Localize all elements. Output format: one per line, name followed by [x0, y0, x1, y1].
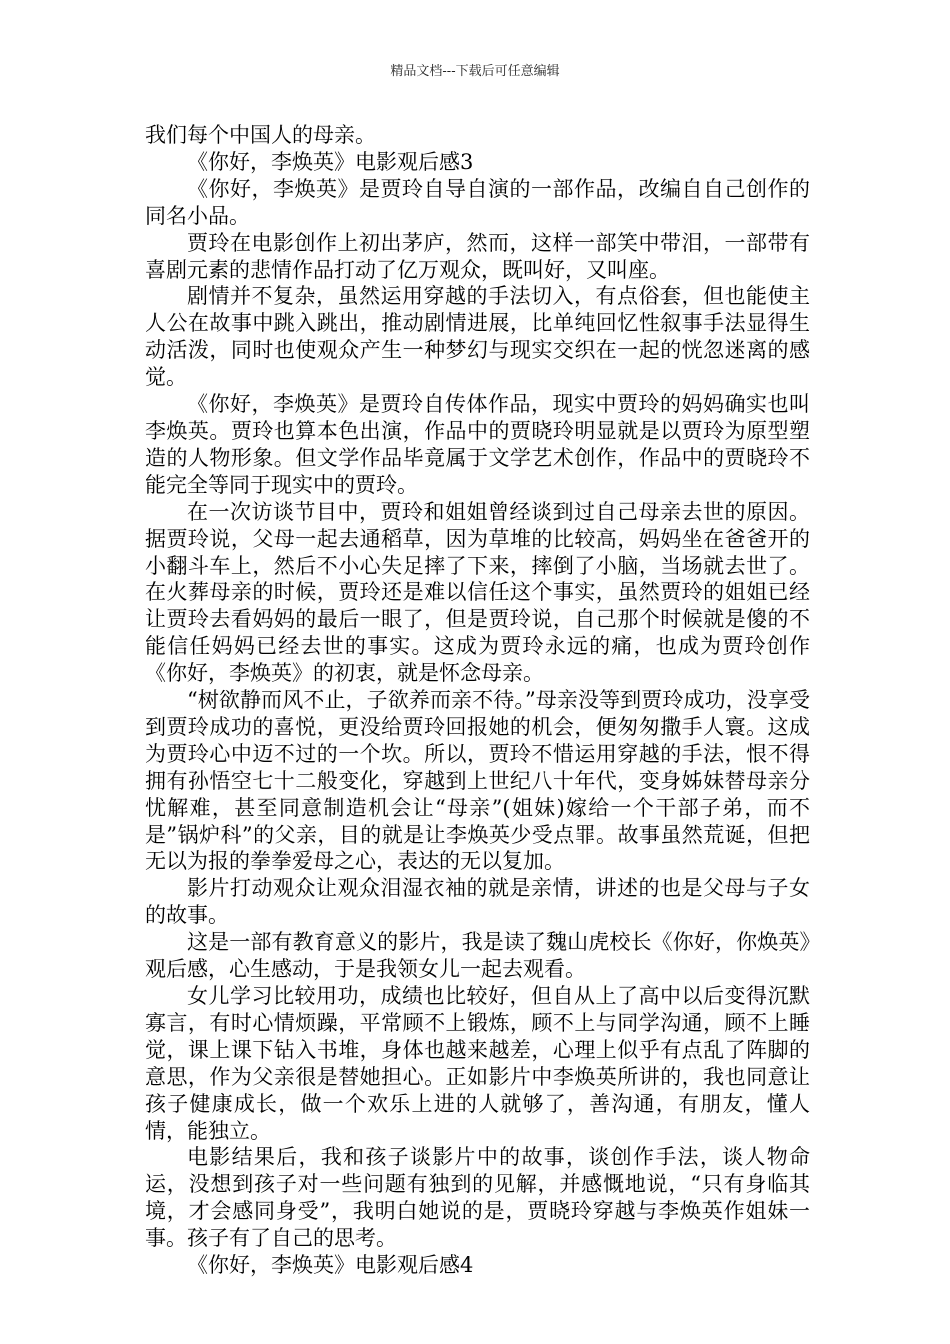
section-heading: 《你好，李焕英》电影观后感4 [187, 1253, 474, 1278]
paragraph: 电影结果后，我和孩子谈影片中的故事，谈创作手法，谈人物命运，没想到孩子对一些问题有独到的见解，并感慨地说，“只有身临其境，才会感同身受”，我明白她说的是，贾晓玲穿越与李焕英作姐妹一事。孩子有了自己的思考。 [145, 1145, 810, 1251]
paragraph: 《你好，李焕英》是贾玲自传体作品，现实中贾玲的妈妈确实也叫李焕英。贾玲也算本色出演，作品中的贾晓玲明显就是以贾玲为原型塑造的人物形象。但文学作品毕竟属于文学艺术创作，作品中的贾晓玲不能完全等同于现实中的贾玲。 [145, 392, 810, 497]
paragraph: 影片打动观众让观众泪湿衣袖的就是亲情，讲述的也是父母与子女的故事。 [145, 876, 810, 928]
paragraph: 《你好，李焕英》是贾玲自导自演的一部作品，改编自自己创作的同名小品。 [145, 176, 810, 228]
paragraph: 我们每个中国人的母亲。 [145, 123, 376, 147]
paragraph: 贾玲在电影创作上初出茅庐，然而，这样一部笑中带泪，一部带有喜剧元素的悲情作品打动了亿万观众，既叫好，又叫座。 [145, 230, 810, 282]
paragraph: “树欲静而风不止，子欲养而亲不待。”母亲没等到贾玲成功，没享受到贾玲成功的喜悦，更没给贾玲回报她的机会，便匆匆撒手人寰。这成为贾玲心中迈不过的一个坎。所以，贾玲不惜运用穿越的手法，恨不得拥有孙悟空七十二般变化，穿越到上世纪八十年代，变身姊妹替母亲分忧解难，甚至同意制造机会让“母亲”(姐妹)嫁给一个干部子弟，而不是”锅炉科”的父亲，目的就是让李焕英少受点罪。故事虽然荒诞，但把无以为报的拳拳爱母之心，表达的无以复加。 [145, 688, 810, 874]
paragraph: 在一次访谈节目中，贾玲和姐姐曾经谈到过自己母亲去世的原因。据贾玲说，父母一起去通稻草，因为草堆的比较高，妈妈坐在爸爸开的小翻斗车上，然后不小心失足摔了下来，摔倒了小脑，当场就去世了。在火葬母亲的时候，贾玲还是难以信任这个事实，虽然贾玲的姐姐已经让贾玲去看妈妈的最后一眼了，但是贾玲说，自己那个时候就是傻的不能信任妈妈已经去世的事实。这成为贾玲永远的痛，也成为贾玲创作《你好，李焕英》的初衷，就是怀念母亲。 [145, 499, 810, 686]
document-body [145, 122, 810, 1279]
page-header: 精品文档---下载后可任意编辑 [390, 64, 560, 79]
paragraph: 这是一部有教育意义的影片，我是读了魏山虎校长《你好，你焕英》观后感，心生感动，于是我领女儿一起去观看。 [145, 930, 810, 982]
paragraph: 剧情并不复杂，虽然运用穿越的手法切入，有点俗套，但也能使主人公在故事中跳入跳出，推动剧情进展，比单纯回忆性叙事手法显得生动活泼，同时也使观众产生一种梦幻与现实交织在一起的恍忽迷离的感觉。 [145, 284, 810, 390]
section-heading: 《你好，李焕英》电影观后感3 [187, 149, 474, 174]
paragraph: 女儿学习比较用功，成绩也比较好，但自从上了高中以后变得沉默寡言，有时心情烦躁，平常顾不上锻炼，顾不上与同学沟通，顾不上睡觉，课上课下钻入书堆，身体也越来越差，心理上似乎有点乱了阵脚的意思，作为父亲很是替她担心。正如影片中李焕英所讲的，我也同意让孩子健康成长，做一个欢乐上进的人就够了，善沟通，有朋友，懂人情，能独立。 [145, 984, 810, 1143]
